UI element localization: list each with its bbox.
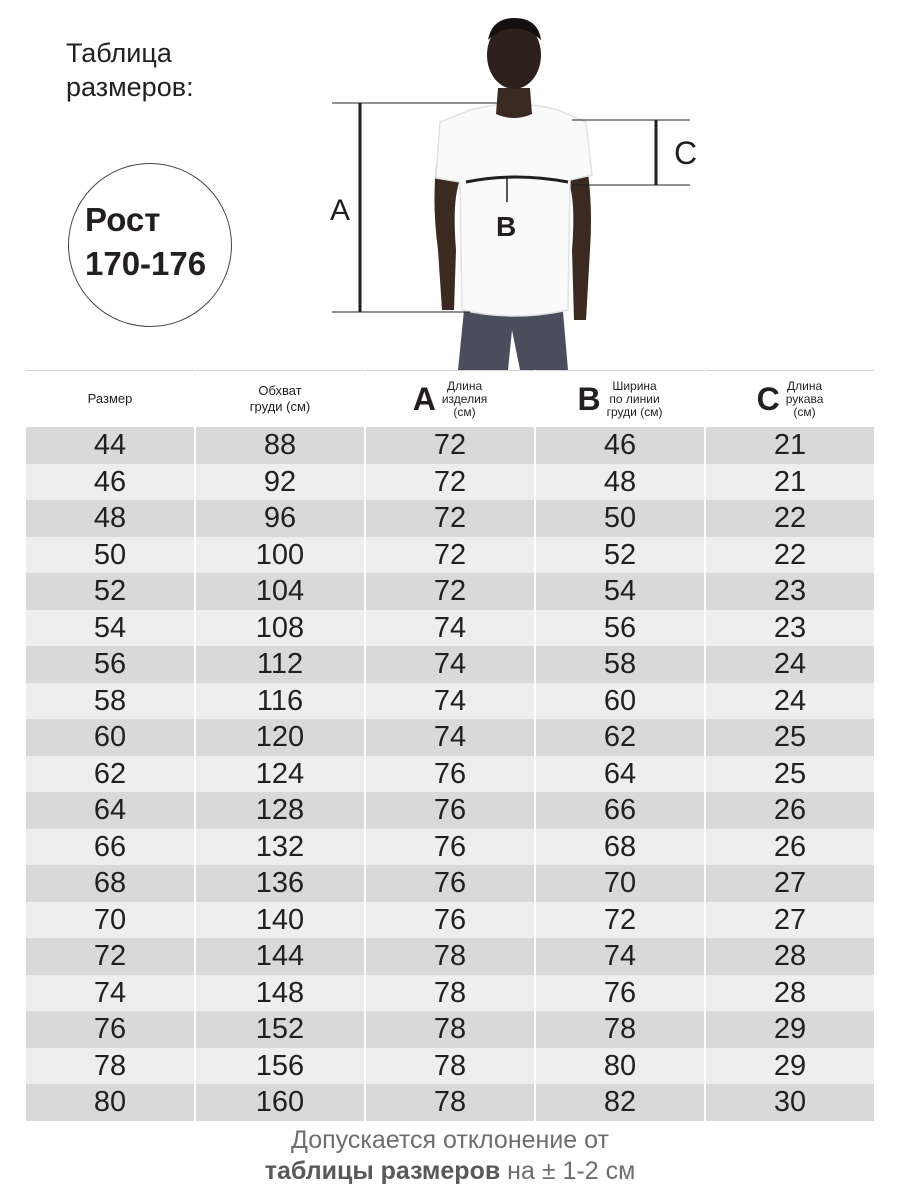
table-row [26, 938, 874, 975]
cell-chest: 108 [196, 610, 364, 647]
table-row [26, 1011, 874, 1048]
cell-length: 76 [366, 792, 534, 829]
table-row [26, 683, 874, 720]
cell-width: 82 [536, 1084, 704, 1121]
cell-width: 80 [536, 1048, 704, 1085]
height-range: 170-176 [85, 245, 207, 282]
table-row [26, 719, 874, 756]
cell-length: 74 [366, 683, 534, 720]
cell-sleeve: 26 [706, 792, 874, 829]
table-row [26, 537, 874, 574]
cell-size: 48 [26, 500, 194, 537]
cell-length: 78 [366, 1011, 534, 1048]
table-row [26, 792, 874, 829]
cell-width: 60 [536, 683, 704, 720]
table-row [26, 902, 874, 939]
cell-chest: 112 [196, 646, 364, 683]
cell-size: 56 [26, 646, 194, 683]
cell-chest: 88 [196, 427, 364, 464]
cell-length: 74 [366, 610, 534, 647]
cell-width: 78 [536, 1011, 704, 1048]
cell-size: 72 [26, 938, 194, 975]
table-row [26, 500, 874, 537]
cell-length: 72 [366, 573, 534, 610]
cell-chest: 120 [196, 719, 364, 756]
table-row [26, 1048, 874, 1085]
cell-size: 62 [26, 756, 194, 793]
cell-size: 60 [26, 719, 194, 756]
page-title [66, 36, 194, 104]
cell-chest: 152 [196, 1011, 364, 1048]
cell-length: 76 [366, 902, 534, 939]
cell-sleeve: 24 [706, 646, 874, 683]
cell-width: 52 [536, 537, 704, 574]
cell-sleeve: 29 [706, 1048, 874, 1085]
height-label: Рост [85, 201, 161, 238]
cell-length: 74 [366, 719, 534, 756]
cell-width: 58 [536, 646, 704, 683]
cell-length: 76 [366, 865, 534, 902]
cell-sleeve: 21 [706, 427, 874, 464]
header-length: A Длина изделия (см) [366, 370, 534, 427]
cell-chest: 124 [196, 756, 364, 793]
cell-sleeve: 28 [706, 938, 874, 975]
cell-sleeve: 21 [706, 464, 874, 501]
cell-sleeve: 30 [706, 1084, 874, 1121]
cell-size: 44 [26, 427, 194, 464]
cell-sleeve: 23 [706, 610, 874, 647]
cell-chest: 92 [196, 464, 364, 501]
cell-length: 76 [366, 756, 534, 793]
size-table [24, 370, 876, 1121]
cell-sleeve: 25 [706, 719, 874, 756]
cell-length: 76 [366, 829, 534, 866]
table-row [26, 865, 874, 902]
cell-length: 78 [366, 938, 534, 975]
cell-size: 52 [26, 573, 194, 610]
cell-chest: 116 [196, 683, 364, 720]
cell-width: 68 [536, 829, 704, 866]
table-row [26, 610, 874, 647]
cell-chest: 156 [196, 1048, 364, 1085]
cell-length: 72 [366, 427, 534, 464]
cell-sleeve: 23 [706, 573, 874, 610]
cell-size: 78 [26, 1048, 194, 1085]
cell-length: 72 [366, 500, 534, 537]
cell-width: 62 [536, 719, 704, 756]
cell-sleeve: 27 [706, 902, 874, 939]
cell-size: 50 [26, 537, 194, 574]
cell-chest: 144 [196, 938, 364, 975]
cell-sleeve: 22 [706, 537, 874, 574]
cell-size: 74 [26, 975, 194, 1012]
cell-sleeve: 26 [706, 829, 874, 866]
header-letter-b: B [577, 381, 601, 417]
cell-width: 54 [536, 573, 704, 610]
table-row [26, 975, 874, 1012]
cell-sleeve: 25 [706, 756, 874, 793]
model-figure [434, 18, 592, 370]
table-header [26, 370, 874, 427]
cell-chest: 136 [196, 865, 364, 902]
cell-size: 66 [26, 829, 194, 866]
footer-line-2 [0, 1156, 900, 1187]
cell-width: 70 [536, 865, 704, 902]
cell-length: 72 [366, 537, 534, 574]
cell-chest: 104 [196, 573, 364, 610]
cell-width: 46 [536, 427, 704, 464]
table-row [26, 756, 874, 793]
cell-sleeve: 22 [706, 500, 874, 537]
footer-note [0, 1125, 900, 1187]
header-size: Размер [26, 370, 194, 427]
cell-width: 66 [536, 792, 704, 829]
height-badge [68, 163, 232, 327]
cell-width: 50 [536, 500, 704, 537]
table-row [26, 829, 874, 866]
cell-width: 74 [536, 938, 704, 975]
header-chest: Обхват груди (см) [196, 370, 364, 427]
cell-sleeve: 28 [706, 975, 874, 1012]
header-sleeve: C Длина рукава (см) [706, 370, 874, 427]
table-row [26, 464, 874, 501]
cell-size: 70 [26, 902, 194, 939]
table-row [26, 573, 874, 610]
title-line-2: размеров: [66, 72, 194, 102]
cell-width: 76 [536, 975, 704, 1012]
cell-chest: 160 [196, 1084, 364, 1121]
letter-c: C [674, 135, 698, 171]
cell-width: 64 [536, 756, 704, 793]
cell-size: 58 [26, 683, 194, 720]
header-width: B Ширина по линии груди (см) [536, 370, 704, 427]
table-row [26, 427, 874, 464]
cell-length: 74 [366, 646, 534, 683]
footer-line-1: Допускается отклонение от [291, 1126, 609, 1154]
cell-width: 56 [536, 610, 704, 647]
table-row [26, 646, 874, 683]
cell-chest: 148 [196, 975, 364, 1012]
cell-width: 72 [536, 902, 704, 939]
letter-a: A [330, 194, 351, 227]
cell-chest: 96 [196, 500, 364, 537]
cell-length: 72 [366, 464, 534, 501]
header-letter-c: C [756, 381, 780, 417]
cell-size: 54 [26, 610, 194, 647]
cell-width: 48 [536, 464, 704, 501]
cell-chest: 100 [196, 537, 364, 574]
cell-chest: 132 [196, 829, 364, 866]
table-row [26, 1084, 874, 1121]
cell-length: 78 [366, 975, 534, 1012]
cell-sleeve: 27 [706, 865, 874, 902]
cell-sleeve: 24 [706, 683, 874, 720]
cell-length: 78 [366, 1048, 534, 1085]
cell-size: 64 [26, 792, 194, 829]
title-line-1: Таблица [66, 38, 172, 68]
footer-bold: таблицы размеров [264, 1157, 501, 1185]
cell-size: 80 [26, 1084, 194, 1121]
cell-length: 78 [366, 1084, 534, 1121]
cell-chest: 128 [196, 792, 364, 829]
cell-size: 46 [26, 464, 194, 501]
cell-size: 76 [26, 1011, 194, 1048]
letter-b: B [496, 211, 517, 242]
cell-chest: 140 [196, 902, 364, 939]
cell-size: 68 [26, 865, 194, 902]
footer-rest: на ± 1-2 см [500, 1157, 636, 1185]
cell-sleeve: 29 [706, 1011, 874, 1048]
measurement-figure [300, 10, 740, 370]
header-letter-a: A [412, 381, 436, 417]
